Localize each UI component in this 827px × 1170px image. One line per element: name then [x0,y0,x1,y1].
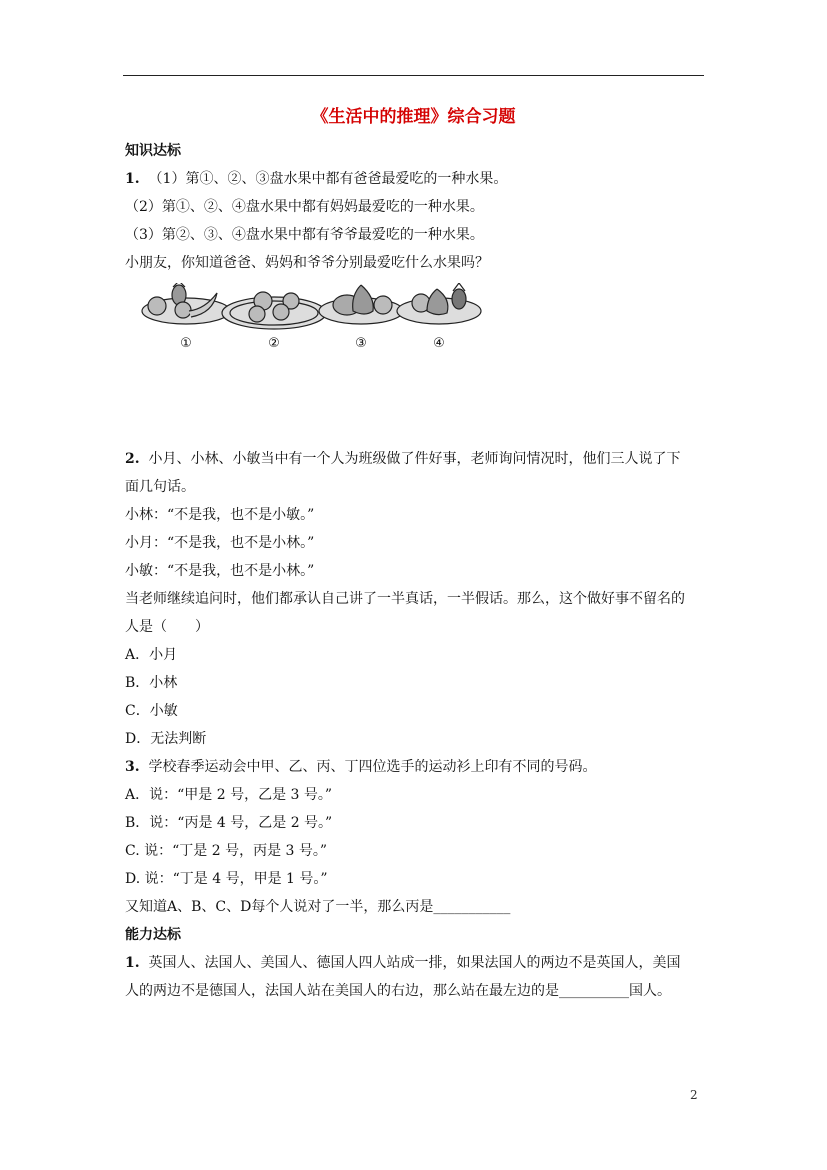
q3-statement-c: C. 说：“丁是 2 号，丙是 3 号。” [125,843,328,859]
q2-option-a: A．小月 [125,647,178,663]
fruit-plates-figure [125,277,710,445]
q3-statement-b: B．说：“丙是 4 号，乙是 2 号。” [125,815,333,831]
plate-label-2: ② [268,336,280,351]
q2-text-1: 小月、小林、小敏当中有一个人为班级做了件好事，老师询问情况时，他们三人说了下 [148,451,681,467]
q2-option-d: D．无法判断 [125,731,207,747]
q2-text-4: 人是（ ） [125,619,209,635]
page-title: 《生活中的推理》综合习题 [311,107,516,127]
q3-statement-a: A．说：“甲是 2 号，乙是 3 号。” [125,787,333,803]
q2-text-3: 当老师继续追问时，他们都承认自己讲了一半真话，一半假话。那么，这个做好事不留名的 [125,591,685,607]
q3-number: 3. [125,759,140,775]
plate-label-1: ① [180,336,192,351]
q3-text-1: 学校春季运动会中甲、乙、丙、丁四位选手的运动衫上印有不同的号码。 [148,759,597,775]
document-body [125,137,710,1005]
q2-line1 [125,445,710,473]
q2-option-b: B．小林 [125,675,178,691]
section-heading-knowledge: 知识达标 [125,143,181,159]
page-number: 2 [690,1088,698,1102]
q4-number: 1. [125,955,140,971]
q1-line1 [125,165,710,193]
q1-condition-3: （3）第②、③、④盘水果中都有爷爷最爱吃的一种水果。 [125,227,484,243]
q2-quote-1: 小林：“不是我，也不是小敏。” [125,507,315,523]
q4-line1 [125,949,710,977]
q2-option-c: C．小敏 [125,703,178,719]
q4-text-1: 英国人、法国人、美国人、德国人四人站成一排，如果法国人的两边不是英国人，美国 [148,955,681,971]
plate-label-3: ③ [355,336,367,351]
q4-text-2: 人的两边不是德国人，法国人站在美国人的右边，那么站在最左边的是__________国人。 [125,983,671,999]
q1-condition-1: （1）第①、②、③盘水果中都有爸爸最爱吃的一种水果。 [148,171,508,187]
q3-final: 又知道A、B、C、D每个人说对了一半，那么丙是___________ [125,899,511,915]
q3-statement-d: D. 说：“丁是 4 号，甲是 1 号。” [125,871,328,887]
header-rule [123,75,704,76]
q1-condition-2: （2）第①、②、④盘水果中都有妈妈最爱吃的一种水果。 [125,199,484,215]
plate-label-4: ④ [433,336,445,351]
fruit-plates-illustration [139,283,484,363]
q2-quote-2: 小月：“不是我，也不是小林。” [125,535,315,551]
q2-text-2: 面几句话。 [125,479,195,495]
q3-line1 [125,753,710,781]
q2-quote-3: 小敏：“不是我，也不是小林。” [125,563,315,579]
q2-number: 2. [125,451,140,467]
section-heading-ability: 能力达标 [125,927,181,943]
q1-question: 小朋友，你知道爸爸、妈妈和爷爷分别最爱吃什么水果吗？ [125,255,489,271]
q1-number: 1. [125,171,140,187]
